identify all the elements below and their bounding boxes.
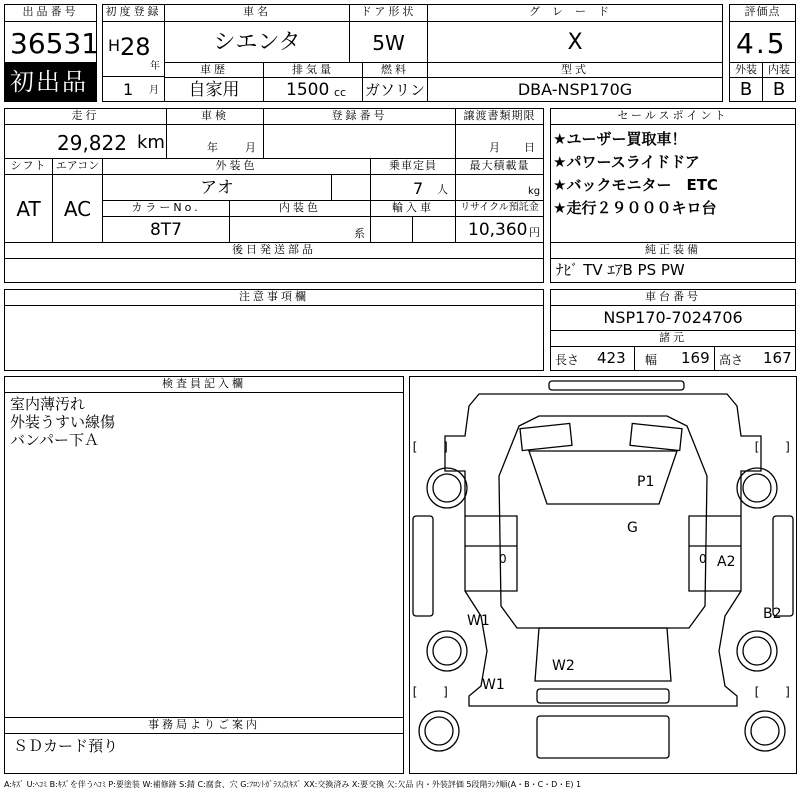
first-listing-badge xyxy=(4,62,97,102)
history-cell xyxy=(164,77,264,102)
later-parts-header: 後日発送部品 xyxy=(4,242,544,259)
rear-bumper-a xyxy=(537,689,669,703)
inspection-year-unit: 年 xyxy=(207,141,218,154)
history-header: 車歴 xyxy=(164,62,264,78)
front-bumper-top xyxy=(549,381,684,390)
car-diagram xyxy=(409,376,797,774)
mileage-header: 走行 xyxy=(4,108,167,125)
inspector-header: 検査員記入欄 xyxy=(4,376,404,393)
bracket-lower-left: [ ] xyxy=(411,685,450,699)
displacement-cell xyxy=(263,77,363,102)
specs-height-label: 高さ xyxy=(719,353,744,367)
bracket-upper-right: [ ] xyxy=(753,440,792,454)
interior-score-cell xyxy=(762,77,796,102)
specs-header: 諸元 xyxy=(550,330,796,347)
bracket-upper-left: [ ] xyxy=(411,440,450,454)
inspector-cell xyxy=(4,392,404,718)
recycle-unit: 円 xyxy=(529,226,540,239)
history-value: 自家用 xyxy=(188,80,240,100)
notes-header: 注意事項欄 xyxy=(4,289,544,306)
specs-height-cell xyxy=(714,346,796,371)
first-reg-year-unit: 年 xyxy=(150,61,160,72)
sales-points-cell xyxy=(550,124,796,243)
score-cell xyxy=(729,21,796,63)
door-value: 5W xyxy=(372,31,405,55)
exterior-color-extra xyxy=(331,174,371,201)
bracket-lower-right: [ ] xyxy=(753,685,792,699)
sales-point-item: ★ユーザー買取車！ xyxy=(553,130,687,148)
capacity-unit: 人 xyxy=(437,183,448,196)
car-name-header: 車名 xyxy=(164,4,350,22)
body-upper xyxy=(445,394,761,706)
chassis-header: 車台番号 xyxy=(550,289,796,306)
max-load-unit: kg xyxy=(528,186,541,197)
windshield-right xyxy=(630,423,682,450)
first-reg-year-cell xyxy=(102,21,165,77)
mileage-cell xyxy=(4,124,167,159)
recycle-header: リサイクル預託金 xyxy=(455,200,544,217)
rear-bumper-b xyxy=(537,716,669,758)
car-name: シエンタ xyxy=(213,30,301,55)
first-reg-month-cell xyxy=(102,76,165,102)
first-reg-year: 28 xyxy=(120,33,151,61)
color-no-value: 8T7 xyxy=(149,220,183,240)
spare-wheel-left xyxy=(419,711,459,751)
notes-cell xyxy=(4,305,544,371)
displacement-value: 1500 xyxy=(286,80,330,100)
mark-w2: W2 xyxy=(552,658,575,674)
specs-length-label: 長さ xyxy=(555,353,580,367)
office-header: 事務局よりご案内 xyxy=(4,717,404,734)
sales-point-item: ★パワースライドドア xyxy=(553,153,700,171)
spare-wheel-right xyxy=(745,711,785,751)
color-no-cell xyxy=(102,216,230,243)
max-load-cell xyxy=(455,174,544,201)
fuel-cell xyxy=(362,77,428,102)
wheel-rear-right xyxy=(737,631,777,671)
max-load-header: 最大積載量 xyxy=(455,158,544,175)
chassis-cell xyxy=(550,305,796,331)
mileage-value: 29,822 xyxy=(57,131,127,155)
mark-w1-front: W1 xyxy=(467,613,490,629)
inspector-line: 室内薄汚れ xyxy=(10,395,86,413)
office-cell xyxy=(4,733,404,774)
mark-g: G xyxy=(627,520,638,536)
door-header: ドア形状 xyxy=(349,4,428,22)
sales-point-item: ★バックモニター ETC xyxy=(553,176,718,194)
specs-length: 423 xyxy=(597,349,626,367)
specs-height: 167 xyxy=(763,349,792,367)
mark-b2: B2 xyxy=(763,606,782,622)
interior-color-header: 内装色 xyxy=(229,200,371,217)
equipment-header: 純正装備 xyxy=(550,242,796,259)
lot-number: 36531 xyxy=(10,27,100,60)
first-reg-header: 初度登録 xyxy=(102,4,165,22)
model-code-value: DBA-NSP170G xyxy=(517,80,633,99)
exterior-color-header: 外装色 xyxy=(102,158,371,175)
model-code-header: 型式 xyxy=(427,62,723,78)
reg-number-cell xyxy=(263,124,456,159)
inspector-line: バンパー下Ａ xyxy=(10,431,99,449)
outer-box-right xyxy=(773,516,793,616)
exterior-score-header: 外装 xyxy=(729,62,763,78)
transfer-doc-header: 譲渡書類期限 xyxy=(455,108,544,125)
first-listing-text: 初出品 xyxy=(10,68,88,96)
score-value: 4.5 xyxy=(736,27,787,60)
first-reg-month-unit: 月 xyxy=(149,85,159,96)
shift-cell xyxy=(4,174,53,243)
wheel-rear-left xyxy=(427,631,467,671)
import-cell-b xyxy=(412,216,456,243)
model-code-cell xyxy=(427,77,723,102)
car-name-cell xyxy=(164,21,350,63)
equipment-cell xyxy=(550,258,796,283)
lot-number-cell xyxy=(4,21,100,63)
specs-width-label: 幅 xyxy=(645,353,658,367)
chassis-value: NSP170-7024706 xyxy=(603,308,743,327)
first-reg-month: 1 xyxy=(123,80,134,99)
inspection-header: 車検 xyxy=(166,108,264,125)
shift-header: シフト xyxy=(4,158,53,175)
score-header: 評価点 xyxy=(729,4,796,22)
later-parts-cell xyxy=(4,258,544,283)
aircon-header: エアコン xyxy=(52,158,103,175)
grade-cell xyxy=(427,21,723,63)
legend: A:ｷｽﾞ U:ﾍｺﾐ B:ｷｽﾞを伴うﾍｺﾐ P:要塗装 W:補修跡 S:錆 C:腐食、穴 G:ﾌﾛﾝﾄｶﾞﾗｽ点ｷｽﾞ XX:交換済み X:要交換 欠:欠品 内・外装評価 5段階ﾗﾝｸ順(A・B・C・D・E) 1 xyxy=(4,780,582,789)
capacity-header: 乗車定員 xyxy=(370,158,456,175)
shift-value: AT xyxy=(16,197,41,221)
fuel-header: 燃料 xyxy=(362,62,428,78)
grade-header: グレード xyxy=(427,4,723,22)
lot-number-header: 出品番号 xyxy=(4,4,97,22)
interior-color-cell xyxy=(229,216,371,243)
recycle-cell xyxy=(455,216,544,243)
exterior-color-value: アオ xyxy=(200,178,234,198)
aircon-cell xyxy=(52,174,103,243)
capacity-cell xyxy=(370,174,456,201)
sales-points-header: セールスポイント xyxy=(550,108,796,125)
exterior-score-cell xyxy=(729,77,763,102)
import-header: 輸入車 xyxy=(370,200,456,217)
hood-outline xyxy=(529,451,677,504)
first-reg-era: H xyxy=(108,36,121,55)
specs-width: 169 xyxy=(681,349,710,367)
reg-number-header: 登録番号 xyxy=(263,108,456,125)
transfer-doc-cell xyxy=(455,124,544,159)
equipment-value: ﾅﾋﾞ TV ｴｱB PS PW xyxy=(556,261,685,279)
interior-score: B xyxy=(772,79,786,100)
exterior-score: B xyxy=(739,79,753,100)
displacement-unit: cc xyxy=(334,86,347,99)
displacement-header: 排気量 xyxy=(263,62,363,78)
inspector-line: 外装うすい線傷 xyxy=(10,413,116,431)
color-no-header: カラーNo. xyxy=(102,200,230,217)
specs-length-cell xyxy=(550,346,635,371)
wheel-front-left xyxy=(427,468,467,508)
transfer-doc-day-unit: 日 xyxy=(524,141,535,154)
import-cell-a xyxy=(370,216,413,243)
mark-w1-rear: W1 xyxy=(482,677,505,693)
interior-score-header: 内装 xyxy=(762,62,796,78)
mark-zero-left: 0 xyxy=(499,552,507,566)
interior-color-unit: 系 xyxy=(354,227,365,240)
mark-p1: P1 xyxy=(637,474,655,490)
grade-value: X xyxy=(567,30,583,55)
exterior-color-cell xyxy=(102,174,332,201)
transfer-doc-month-unit: 月 xyxy=(489,141,500,154)
office-value: ＳＤカード預り xyxy=(13,737,119,755)
side-panel-left xyxy=(465,516,517,591)
mark-zero-right: 0 xyxy=(699,552,707,566)
sales-point-item: ★走行２９０００キロ台 xyxy=(553,199,717,217)
capacity-value: 7 xyxy=(413,179,424,198)
windshield-left xyxy=(520,423,572,450)
mileage-unit: km xyxy=(137,132,165,153)
mark-a2: A2 xyxy=(717,554,736,570)
inspection-cell xyxy=(166,124,264,159)
outer-box-left xyxy=(413,516,433,616)
fuel-value: ガソリン xyxy=(364,81,425,99)
roof-outline xyxy=(499,416,707,628)
wheel-front-right xyxy=(737,468,777,508)
recycle-value: 10,360 xyxy=(468,220,528,240)
door-cell xyxy=(349,21,428,63)
specs-width-cell xyxy=(634,346,715,371)
aircon-value: AC xyxy=(63,197,92,221)
inspection-month-unit: 月 xyxy=(245,141,256,154)
